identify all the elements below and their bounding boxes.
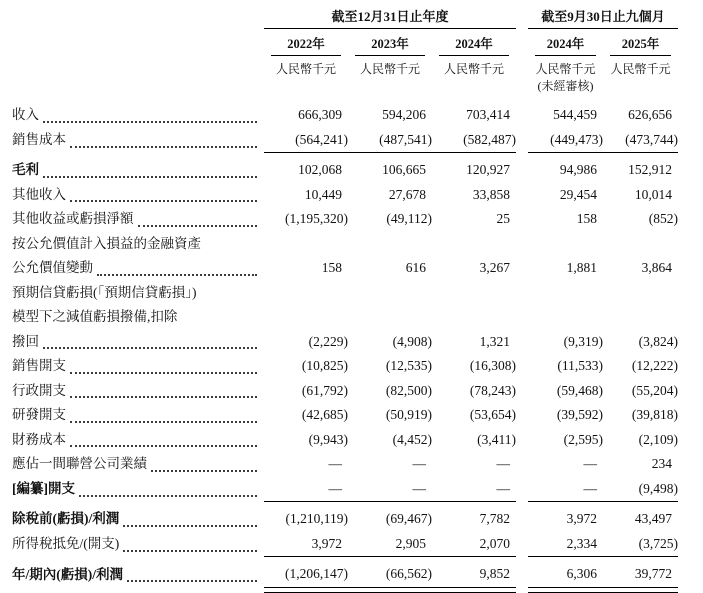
value-text: 234	[651, 456, 672, 471]
row-label-text: 行政開支	[12, 382, 66, 398]
value-cell	[348, 428, 432, 453]
value-cell	[528, 477, 603, 502]
value-text: (39,592)	[556, 407, 603, 422]
group-gap	[516, 56, 528, 76]
row-label	[12, 281, 264, 355]
row-label-text: 預期信貸虧損(「預期信貸虧損」)	[12, 284, 197, 300]
row-label-text: 其他收入	[12, 186, 66, 202]
value-cell	[348, 207, 432, 232]
dot-leader	[123, 525, 257, 527]
value-cell	[348, 532, 432, 557]
value-cell	[348, 232, 432, 281]
row-label	[12, 128, 264, 153]
unit-label: 人民幣千元	[275, 62, 336, 76]
value-cell	[603, 562, 678, 587]
row-label	[12, 428, 264, 453]
value-text: 544,459	[553, 107, 597, 122]
value-cell	[603, 379, 678, 404]
value-cell	[528, 183, 603, 208]
row-label	[12, 207, 264, 232]
table-row	[12, 379, 678, 404]
value-text: 158	[576, 211, 597, 226]
value-text: 33,858	[472, 186, 510, 202]
row-label	[12, 452, 264, 477]
value-text: (49,112)	[386, 211, 432, 226]
header-unit-row	[12, 56, 678, 76]
dot-leader	[97, 274, 257, 276]
value-cell	[528, 281, 603, 355]
value-text: 120,927	[466, 162, 510, 177]
value-cell	[603, 354, 678, 379]
value-cell	[348, 281, 432, 355]
value-cell	[432, 452, 516, 477]
value-text: 703,414	[466, 107, 510, 122]
value-text: 106,665	[382, 162, 426, 177]
row-label	[12, 532, 264, 557]
value-cell	[348, 379, 432, 404]
value-cell	[603, 452, 678, 477]
value-text: 1,881	[566, 260, 597, 275]
row-label-text: 財務成本	[12, 431, 66, 447]
value-cell	[528, 379, 603, 404]
table-row	[12, 93, 678, 128]
dot-leader	[43, 121, 257, 123]
value-cell	[348, 183, 432, 208]
value-cell	[432, 477, 516, 502]
value-text: 616	[405, 260, 426, 275]
value-cell	[348, 158, 432, 183]
value-cell	[528, 128, 603, 153]
value-cell	[264, 207, 348, 232]
value-cell	[348, 452, 432, 477]
table-row	[12, 183, 678, 208]
value-cell	[264, 532, 348, 557]
table-row	[12, 562, 678, 587]
value-cell	[528, 532, 603, 557]
table-row	[12, 158, 678, 183]
value-cell	[348, 128, 432, 153]
value-cell	[264, 452, 348, 477]
value-text: 666,309	[298, 107, 342, 122]
value-cell	[432, 93, 516, 128]
group-gap	[516, 29, 528, 57]
table-row	[12, 428, 678, 453]
dot-leader	[43, 347, 257, 349]
col-group-nine-months-title: 截至9月30日止九個月	[541, 9, 665, 24]
value-text: (2,595)	[563, 431, 603, 447]
col-header-2023: 2023年	[355, 29, 425, 56]
dot-leader	[123, 550, 257, 552]
group-gap	[516, 379, 528, 404]
value-text: 152,912	[628, 162, 672, 177]
value-text: (473,744)	[625, 131, 678, 147]
value-cell	[432, 128, 516, 153]
row-label-text: [編纂]開支	[12, 481, 75, 496]
row-label-text: 年/期內(虧損)/利潤	[12, 566, 123, 582]
value-text: 3,267	[479, 260, 510, 275]
value-text: (69,467)	[385, 511, 432, 526]
value-cell	[528, 158, 603, 183]
value-cell	[264, 428, 348, 453]
row-label-text: 模型下之減值虧損撥備,扣除	[12, 309, 178, 324]
value-text: 9,852	[479, 566, 510, 581]
value-text: —	[496, 480, 510, 496]
unit-label: 人民幣千元	[359, 62, 420, 76]
value-text: (66,562)	[385, 566, 432, 581]
table-row	[12, 403, 678, 428]
header-label-spacer	[12, 9, 264, 29]
dot-leader	[70, 421, 257, 423]
col-header-2024-nine-months: 2024年	[535, 29, 596, 56]
value-text: 102,068	[298, 162, 342, 177]
value-cell	[432, 207, 516, 232]
table-row	[12, 281, 678, 355]
value-cell	[432, 403, 516, 428]
value-text: (3,824)	[638, 333, 678, 349]
value-text: 626,656	[628, 107, 672, 122]
value-text: (55,204)	[631, 382, 678, 398]
row-label-text: 撥回	[12, 333, 39, 349]
group-gap	[516, 207, 528, 232]
value-cell	[528, 403, 603, 428]
value-text: 2,334	[566, 535, 597, 551]
value-cell	[603, 507, 678, 532]
dot-leader	[70, 445, 257, 447]
row-label-text: 除稅前(虧損)/利潤	[12, 511, 120, 526]
col-header-2022: 2022年	[271, 29, 341, 56]
value-text: (78,243)	[469, 382, 516, 398]
value-cell	[348, 562, 432, 587]
value-text: (59,468)	[556, 382, 603, 398]
value-text: 6,306	[566, 566, 597, 581]
row-label-text: 其他收益或虧損淨額	[12, 211, 134, 226]
value-text: (4,452)	[392, 431, 432, 447]
value-text: 27,678	[388, 186, 426, 202]
row-label	[12, 183, 264, 208]
value-text: (3,725)	[638, 535, 678, 551]
col-header-2024: 2024年	[439, 29, 509, 56]
value-text: 25	[496, 211, 510, 226]
value-cell	[264, 128, 348, 153]
value-text: (487,541)	[379, 131, 432, 147]
col-group-annual-title: 截至12月31日止年度	[331, 9, 449, 24]
group-gap	[516, 562, 528, 587]
value-cell	[603, 428, 678, 453]
row-label-text: 按公允價值計入損益的金融資產	[12, 235, 201, 251]
row-label	[12, 158, 264, 183]
row-label	[12, 379, 264, 404]
unit-label: 人民幣千元	[443, 62, 504, 76]
value-text: 594,206	[382, 107, 426, 122]
value-cell	[603, 128, 678, 153]
row-label	[12, 232, 264, 281]
col-group-nine-months	[528, 9, 678, 29]
value-cell	[264, 354, 348, 379]
value-text: 3,972	[566, 511, 597, 526]
row-label	[12, 562, 264, 587]
row-label-text: 收入	[12, 107, 39, 122]
value-text: (53,654)	[469, 407, 516, 422]
group-gap	[516, 158, 528, 183]
value-text: (9,498)	[638, 480, 678, 496]
table-row	[12, 477, 678, 502]
value-cell	[348, 403, 432, 428]
value-text: 2,905	[395, 535, 426, 551]
value-cell	[264, 183, 348, 208]
value-cell	[528, 93, 603, 128]
value-cell	[432, 562, 516, 587]
value-cell	[528, 562, 603, 587]
value-cell	[603, 207, 678, 232]
row-label	[12, 93, 264, 128]
value-cell	[603, 532, 678, 557]
value-text: —	[583, 480, 597, 496]
value-cell	[603, 281, 678, 355]
group-gap	[516, 532, 528, 557]
header-group-row	[12, 9, 678, 29]
group-gap	[516, 281, 528, 355]
value-cell	[603, 477, 678, 502]
table-row	[12, 452, 678, 477]
row-label	[12, 477, 264, 502]
value-text: (4,908)	[392, 333, 432, 349]
value-text: 1,321	[479, 333, 510, 349]
value-text: (82,500)	[385, 382, 432, 398]
value-cell	[432, 183, 516, 208]
group-gap	[516, 403, 528, 428]
value-cell	[264, 562, 348, 587]
value-cell	[264, 379, 348, 404]
value-cell	[603, 158, 678, 183]
value-text: (10,825)	[301, 358, 348, 373]
value-cell	[432, 428, 516, 453]
value-cell	[528, 507, 603, 532]
value-cell	[348, 93, 432, 128]
row-label-text: 毛利	[12, 162, 39, 177]
dot-leader	[70, 372, 257, 374]
financial-statements-table	[12, 9, 678, 593]
value-cell	[348, 354, 432, 379]
value-text: 3,972	[311, 535, 342, 551]
dot-leader	[127, 580, 257, 582]
row-label-text: 公允價值變動	[12, 260, 93, 275]
row-label	[12, 354, 264, 379]
value-cell	[528, 452, 603, 477]
value-text: —	[583, 456, 597, 471]
value-cell	[603, 93, 678, 128]
value-text: 39,772	[634, 566, 672, 581]
row-label-text: 研發開支	[12, 407, 66, 422]
value-cell	[528, 207, 603, 232]
dot-leader	[43, 176, 257, 178]
table-row	[12, 128, 678, 153]
row-label-text: 銷售開支	[12, 358, 66, 373]
value-text: (61,792)	[301, 382, 348, 398]
group-gap	[516, 128, 528, 153]
value-text: 43,497	[634, 511, 672, 526]
value-cell	[432, 379, 516, 404]
value-text: 10,014	[634, 186, 672, 202]
value-text: (3,411)	[477, 431, 516, 447]
value-cell	[432, 354, 516, 379]
value-text: (1,210,119)	[285, 511, 348, 526]
value-cell	[603, 403, 678, 428]
value-cell	[603, 183, 678, 208]
value-cell	[348, 477, 432, 502]
dot-leader	[70, 200, 257, 202]
group-gap	[516, 507, 528, 532]
col-header-2025-nine-months: 2025年	[610, 29, 671, 56]
group-gap	[516, 428, 528, 453]
value-text: (1,206,147)	[285, 566, 348, 581]
table-row	[12, 507, 678, 532]
table-row	[12, 354, 678, 379]
value-text: (564,241)	[295, 131, 348, 147]
value-text: (50,919)	[385, 407, 432, 422]
dot-leader	[79, 495, 257, 497]
value-cell	[264, 477, 348, 502]
value-text: —	[328, 456, 342, 471]
value-text: —	[328, 480, 342, 496]
value-cell	[432, 507, 516, 532]
value-cell	[264, 232, 348, 281]
group-gap	[516, 93, 528, 128]
group-gap	[516, 9, 528, 29]
total-double-rule	[12, 587, 678, 592]
group-gap	[516, 232, 528, 281]
value-text: (42,685)	[301, 407, 348, 422]
value-text: (9,943)	[308, 431, 348, 447]
table-row	[12, 232, 678, 281]
value-text: 29,454	[559, 186, 597, 202]
value-text: (449,473)	[550, 131, 603, 147]
value-text: —	[412, 480, 426, 496]
row-label	[12, 507, 264, 532]
group-gap	[516, 354, 528, 379]
value-text: (12,222)	[631, 358, 678, 373]
value-text: (2,109)	[638, 431, 678, 447]
value-text: 158	[321, 260, 342, 275]
unit-label: 人民幣千元	[535, 62, 596, 76]
value-cell	[264, 93, 348, 128]
group-gap	[516, 452, 528, 477]
unit-label: 人民幣千元	[610, 62, 671, 76]
header-year-row	[12, 29, 678, 57]
dot-leader	[70, 146, 257, 148]
row-label-text: 銷售成本	[12, 132, 66, 147]
value-text: —	[496, 456, 510, 471]
value-cell	[264, 158, 348, 183]
value-cell	[264, 403, 348, 428]
value-text: (2,229)	[308, 333, 348, 349]
value-text: 2,070	[479, 535, 510, 551]
dot-leader	[70, 396, 257, 398]
dot-leader	[138, 225, 258, 227]
value-text: —	[412, 456, 426, 471]
value-cell	[528, 232, 603, 281]
value-text: (9,319)	[563, 333, 603, 349]
value-cell	[432, 532, 516, 557]
value-cell	[528, 354, 603, 379]
value-text: (1,195,320)	[285, 211, 348, 226]
value-text: (16,308)	[469, 358, 516, 373]
unaudited-note: (未經審核)	[537, 79, 594, 93]
group-gap	[516, 477, 528, 502]
value-cell	[264, 507, 348, 532]
value-cell	[432, 158, 516, 183]
value-text: 3,864	[641, 260, 672, 275]
value-text: 10,449	[304, 186, 342, 202]
value-text: (12,535)	[385, 358, 432, 373]
value-cell	[603, 232, 678, 281]
table-row	[12, 532, 678, 557]
value-cell	[528, 428, 603, 453]
row-label	[12, 403, 264, 428]
value-text: (852)	[648, 211, 678, 226]
table-row	[12, 207, 678, 232]
group-gap	[516, 76, 528, 93]
dot-leader	[151, 470, 257, 472]
group-gap	[516, 183, 528, 208]
value-text: (39,818)	[631, 407, 678, 422]
value-cell	[432, 232, 516, 281]
value-cell	[432, 281, 516, 355]
value-text: 94,986	[559, 162, 597, 177]
value-text: 7,782	[479, 511, 510, 526]
header-unaudited-row	[12, 76, 678, 93]
value-text: (11,533)	[557, 358, 603, 373]
row-label-text: 所得稅抵免/(開支)	[12, 536, 120, 551]
value-cell	[348, 507, 432, 532]
row-label-text: 應佔一間聯營公司業績	[12, 456, 147, 471]
value-text: (582,487)	[463, 131, 516, 147]
value-cell	[264, 281, 348, 355]
col-group-annual	[264, 9, 516, 29]
